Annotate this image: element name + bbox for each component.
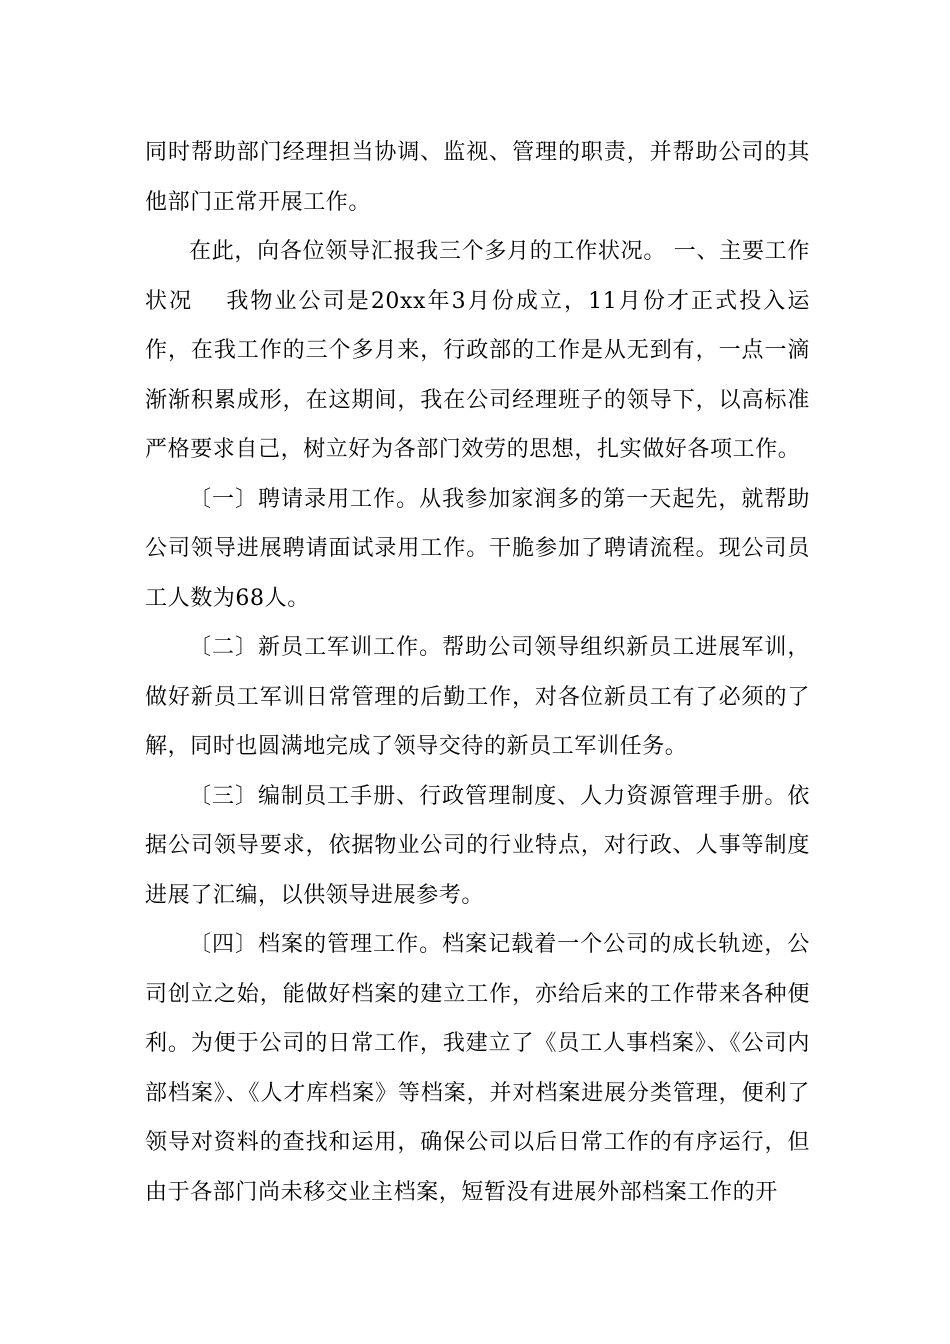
paragraph-3: 〔一〕聘请录用工作。从我参加家润多的第一天起先，就帮助公司领导进展聘请面试录用工作。干脆参加了聘请流程。现公司员工人数为68人。	[145, 486, 810, 611]
paragraph-6: 〔四〕档案的管理工作。档案记载着一个公司的成长轨迹，公司创立之始，能做好档案的建立工作，亦给后来的工作带来各种便利。为便于公司的日常工作，我建立了《员工人事档案》、《公司内部档案》、《人才库档案》等档案，并对档案进展分类管理，便利了领导对资料的查找和运用，确保公司以后日常工作的有序运行，但由于各部门尚未移交业主档案，短暂没有进展外部档案工作的开	[145, 932, 810, 1205]
paragraph-5: 〔三〕编制员工手册、行政管理制度、人力资源管理手册。依据公司领导要求，依据物业公司的行业特点，对行政、人事等制度进展了汇编，以供领导进展参考。	[145, 783, 810, 908]
paragraph-2: 在此，向各位领导汇报我三个多月的工作状况。 一、主要工作状况 我物业公司是20xx年3月份成立，11月份才正式投入运作，在我工作的三个多月来，行政部的工作是从无到有，一点一滴渐渐积累成形，在这期间，我在公司经理班子的领导下，以高标准严格要求自己，树立好为各部门效劳的思想，扎实做好各项工作。	[145, 239, 810, 462]
paragraph-4: 〔二〕新员工军训工作。帮助公司领导组织新员工进展军训，做好新员工军训日常管理的后勤工作，对各位新员工有了必须的了解，同时也圆满地完成了领导交待的新员工军训任务。	[145, 635, 810, 759]
paragraph-1: 同时帮助部门经理担当协调、监视、管理的职责，并帮助公司的其他部门正常开展工作。	[145, 140, 810, 215]
document-page	[145, 128, 810, 1217]
